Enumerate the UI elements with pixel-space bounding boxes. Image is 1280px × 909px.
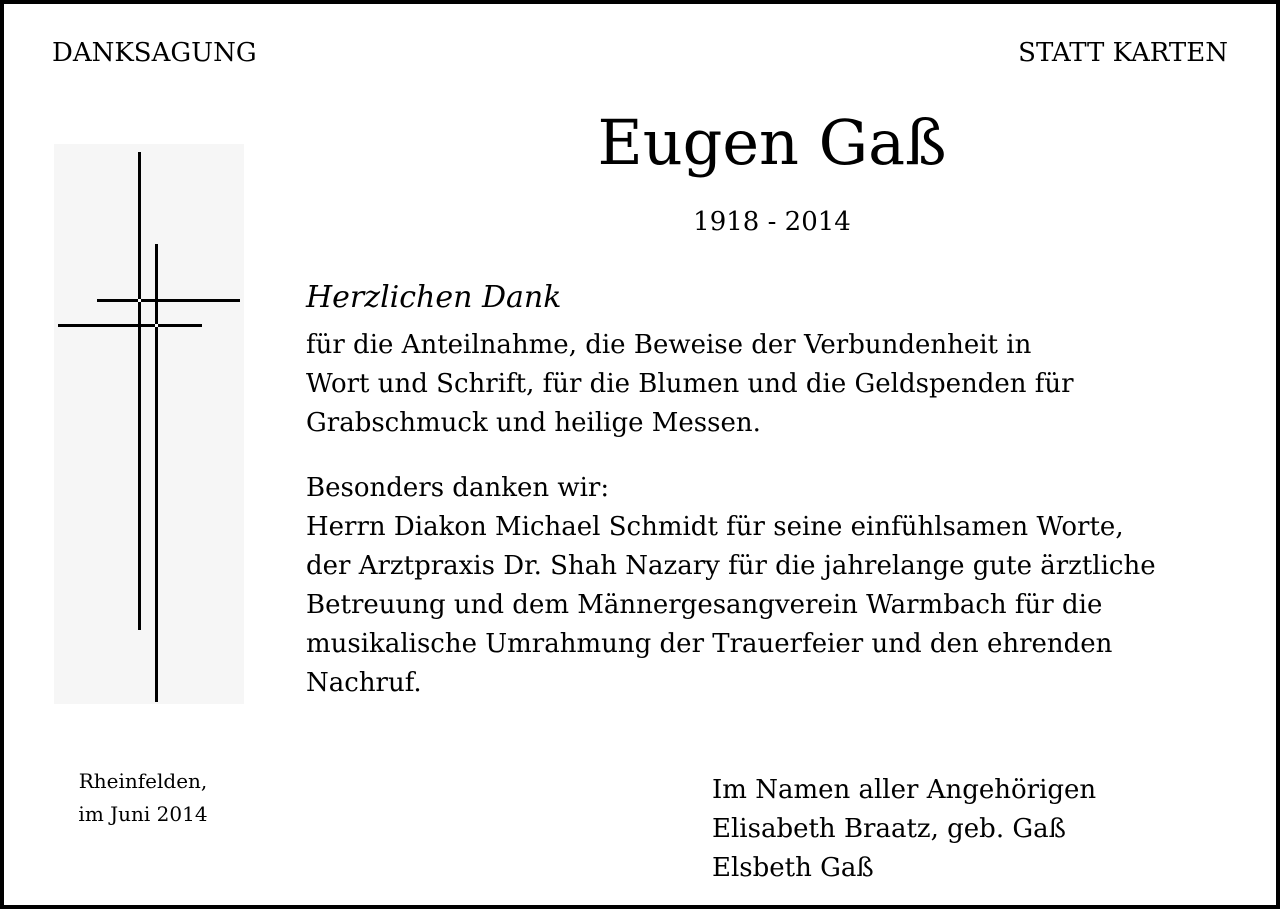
life-dates: 1918 - 2014: [693, 207, 851, 237]
cross-beam-lower: [58, 324, 202, 327]
special-thanks-line: Herrn Diakon Michael Schmidt für seine einfühlsamen Worte,: [306, 512, 1124, 542]
special-thanks-paragraph: [306, 469, 1156, 703]
cross-beam-upper: [97, 299, 240, 302]
signature-line: Im Namen aller Angehörigen: [712, 775, 1097, 805]
special-thanks-line: Besonders danken wir:: [306, 473, 610, 503]
special-thanks-line: Betreuung und dem Männergesangverein Warmbach für die: [306, 590, 1103, 620]
cross-gap-1: [138, 299, 141, 302]
thanks-line: Wort und Schrift, für die Blumen und die Geldspenden für: [306, 369, 1074, 399]
special-thanks-line: Nachruf.: [306, 668, 422, 698]
signature-line: Elsbeth Gaß: [712, 853, 874, 883]
cross-gap-2: [155, 324, 158, 327]
thanks-line: Grabschmuck und heilige Messen.: [306, 408, 761, 438]
place-date: [54, 765, 232, 831]
special-thanks-line: der Arztpraxis Dr. Shah Nazary für die jahrelange gute ärztliche: [306, 551, 1156, 581]
place-line: Rheinfelden,: [78, 769, 208, 793]
cross-upright-right: [155, 244, 158, 702]
thanks-line: für die Anteilnahme, die Beweise der Verbundenheit in: [306, 330, 1032, 360]
thanks-paragraph: [306, 326, 1074, 443]
signature-line: Elisabeth Braatz, geb. Gaß: [712, 814, 1066, 844]
deceased-name: Eugen Gaß: [597, 106, 947, 179]
thanks-heading: Herzlichen Dank: [306, 280, 562, 315]
statt-karten-label: STATT KARTEN: [1018, 38, 1228, 68]
date-line: im Juni 2014: [78, 802, 208, 826]
danksagung-label: DANKSAGUNG: [52, 38, 257, 68]
special-thanks-line: musikalische Umrahmung der Trauerfeier und den ehrenden: [306, 629, 1113, 659]
signature-block: [712, 771, 1096, 888]
